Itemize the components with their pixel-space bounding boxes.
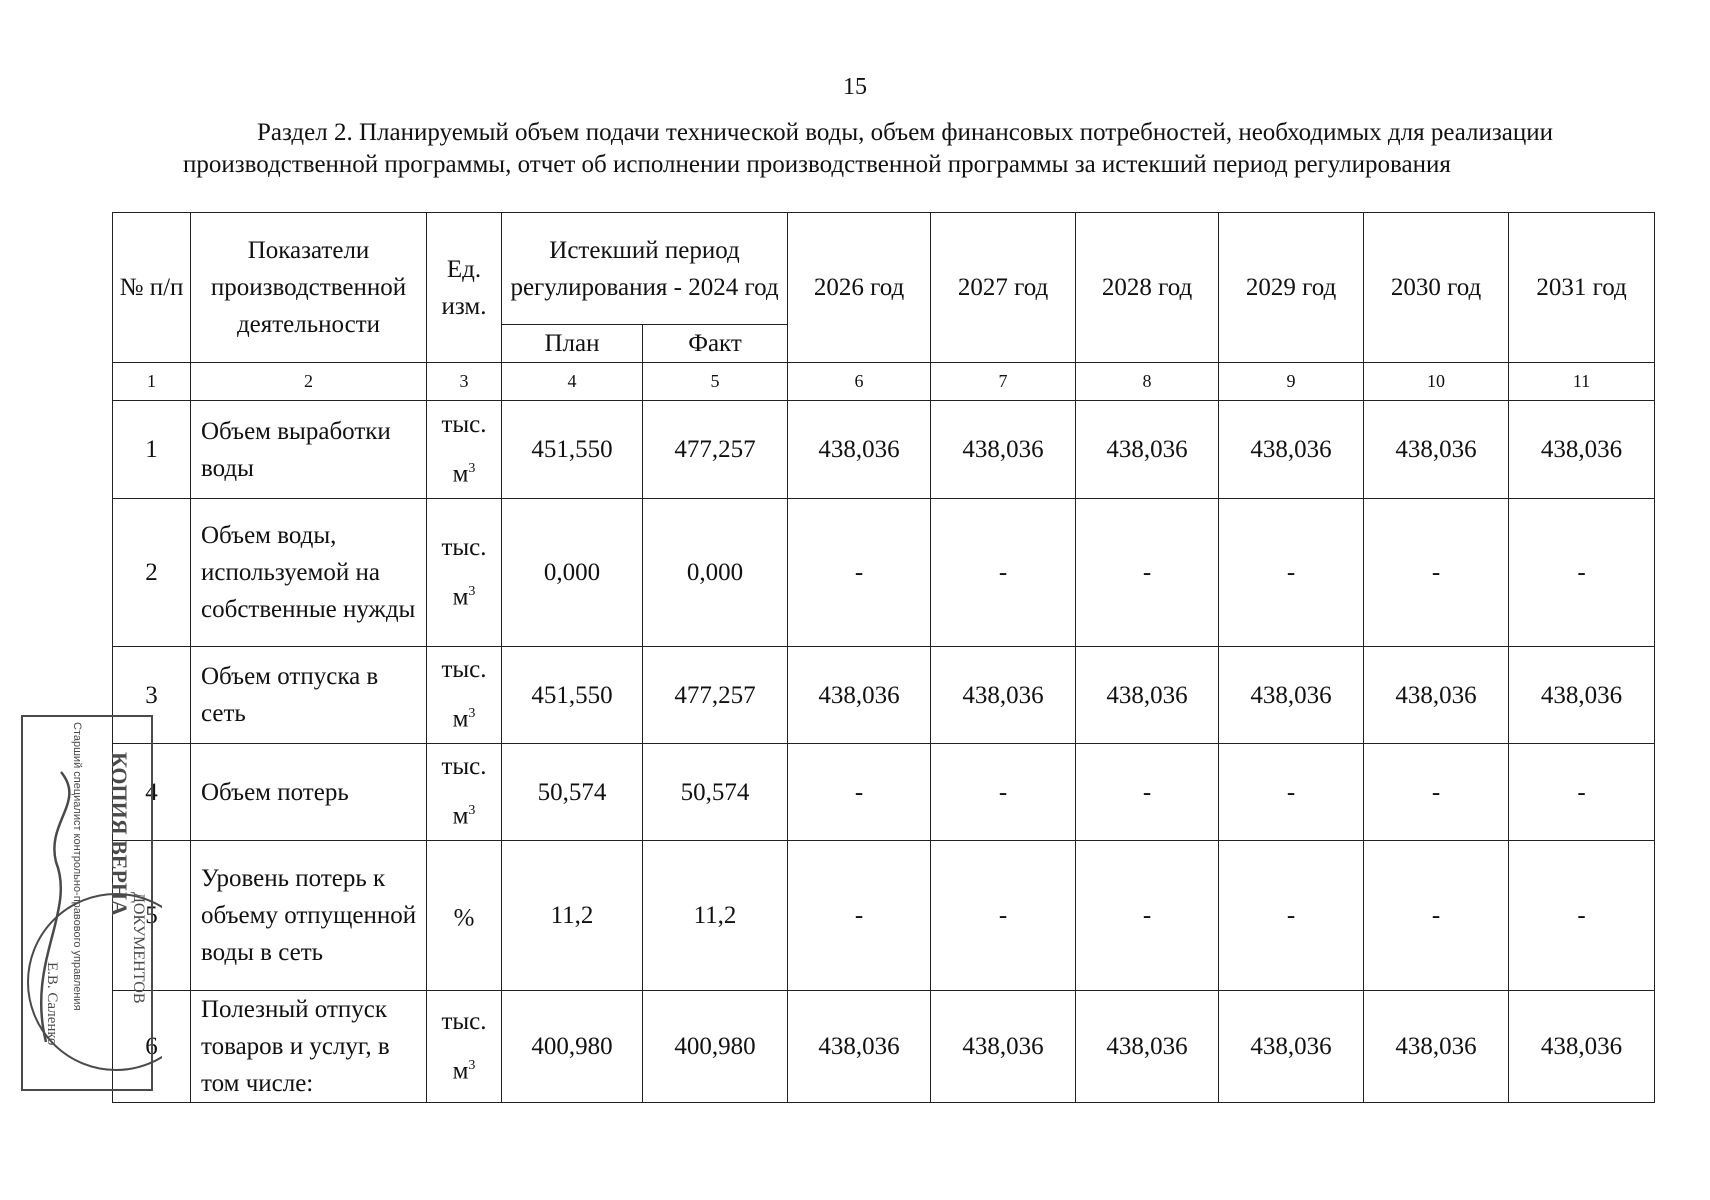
header-year: 2029 год xyxy=(1219,213,1364,363)
stamp-subtitle: ДОКУМЕНТОВ xyxy=(130,892,147,1004)
row-year-value: - xyxy=(788,499,931,647)
row-indicator: Объем потерь xyxy=(191,744,427,841)
column-number: 7 xyxy=(931,363,1076,401)
table-row xyxy=(113,499,1655,647)
section-title: Раздел 2. Планируемый объем подачи технической воды, объем финансовых потребностей, необходимых для реализации производственной программы, отчет об исполнении производственной программы за истекший период регулирования xyxy=(183,119,1553,178)
row-year-value: 438,036 xyxy=(1509,991,1655,1103)
row-year-value: - xyxy=(1219,744,1364,841)
row-year-value: - xyxy=(1219,841,1364,991)
row-year-value: 438,036 xyxy=(1076,401,1219,499)
header-num: № п/п xyxy=(113,213,191,363)
row-year-value: - xyxy=(1509,744,1655,841)
row-year-value: 438,036 xyxy=(1219,991,1364,1103)
row-year-value: 438,036 xyxy=(1364,647,1509,744)
row-number: 1 xyxy=(113,401,191,499)
table-row xyxy=(113,401,1655,499)
row-year-value: 438,036 xyxy=(1364,401,1509,499)
column-number: 10 xyxy=(1364,363,1509,401)
row-plan: 451,550 xyxy=(502,647,643,744)
column-number: 5 xyxy=(643,363,788,401)
row-number: 4 xyxy=(113,744,191,841)
unit-base: % xyxy=(453,904,475,932)
row-number: 2 xyxy=(113,499,191,647)
row-fact: 11,2 xyxy=(643,841,788,991)
header-fact: Факт xyxy=(643,325,788,363)
row-plan: 400,980 xyxy=(502,991,643,1103)
row-year-value: - xyxy=(788,841,931,991)
row-number: 3 xyxy=(113,647,191,744)
row-year-value: - xyxy=(931,841,1076,991)
stamp-position: Старший специалист контрольно-правового управления xyxy=(71,722,83,1011)
header-year: 2028 год xyxy=(1076,213,1219,363)
row-plan: 11,2 xyxy=(502,841,643,991)
row-year-value: 438,036 xyxy=(931,401,1076,499)
row-number: 5 xyxy=(113,841,191,991)
header-year: 2026 год xyxy=(788,213,931,363)
header-year: 2030 год xyxy=(1364,213,1509,363)
row-unit xyxy=(427,744,502,841)
row-indicator: Уровень потерь к объему отпущенной воды в сеть xyxy=(191,841,427,991)
row-plan: 50,574 xyxy=(502,744,643,841)
row-plan: 0,000 xyxy=(502,499,643,647)
table-row xyxy=(113,991,1655,1103)
row-indicator: Объем воды, используемой на собственные нужды xyxy=(191,499,427,647)
row-year-value: - xyxy=(1364,499,1509,647)
column-number: 4 xyxy=(502,363,643,401)
column-number: 3 xyxy=(427,363,502,401)
row-unit xyxy=(427,401,502,499)
row-fact: 477,257 xyxy=(643,647,788,744)
table-body xyxy=(113,401,1655,1103)
row-unit xyxy=(427,647,502,744)
row-indicator: Объем выработки воды xyxy=(191,401,427,499)
header-year: 2031 год xyxy=(1509,213,1655,363)
header-year: 2027 год xyxy=(931,213,1076,363)
unit-base: тыс. м xyxy=(441,410,487,488)
table-row xyxy=(113,647,1655,744)
row-unit xyxy=(427,991,502,1103)
unit-superscript: 3 xyxy=(468,583,476,599)
column-number: 6 xyxy=(788,363,931,401)
unit-superscript: 3 xyxy=(468,706,476,722)
row-indicator: Полезный отпуск товаров и услуг, в том числе: xyxy=(191,991,427,1103)
row-year-value: - xyxy=(1076,744,1219,841)
row-year-value: 438,036 xyxy=(1509,647,1655,744)
row-year-value: 438,036 xyxy=(931,991,1076,1103)
header-past-period: Истекший период регулирования - 2024 год xyxy=(502,213,788,325)
row-year-value: 438,036 xyxy=(788,647,931,744)
header-unit: Ед. изм. xyxy=(427,213,502,363)
row-unit xyxy=(427,841,502,991)
row-fact: 477,257 xyxy=(643,401,788,499)
row-fact: 0,000 xyxy=(643,499,788,647)
header-plan: План xyxy=(502,325,643,363)
stamp-title: КОПИЯ ВЕРНА xyxy=(107,752,132,916)
row-year-value: - xyxy=(1364,744,1509,841)
row-year-value: 438,036 xyxy=(1364,991,1509,1103)
row-year-value: - xyxy=(1509,841,1655,991)
unit-base: тыс. м xyxy=(441,656,487,733)
unit-base: тыс. м xyxy=(441,1007,487,1085)
row-year-value: 438,036 xyxy=(1509,401,1655,499)
row-year-value: - xyxy=(1219,499,1364,647)
row-year-value: - xyxy=(1076,499,1219,647)
header-indicator: Показатели производственной деятельности xyxy=(191,213,427,363)
row-unit xyxy=(427,499,502,647)
page-number: 15 xyxy=(843,74,867,100)
column-number: 8 xyxy=(1076,363,1219,401)
row-year-value: 438,036 xyxy=(1219,647,1364,744)
stamp-name: Е.В. Саленко xyxy=(44,962,60,1046)
row-year-value: - xyxy=(931,499,1076,647)
row-year-value: - xyxy=(1076,841,1219,991)
column-number: 11 xyxy=(1509,363,1655,401)
row-year-value: - xyxy=(1364,841,1509,991)
row-year-value: - xyxy=(931,744,1076,841)
row-fact: 400,980 xyxy=(643,991,788,1103)
row-year-value: 438,036 xyxy=(1076,991,1219,1103)
row-year-value: - xyxy=(788,744,931,841)
unit-superscript: 3 xyxy=(468,460,476,476)
row-number: 6 xyxy=(113,991,191,1103)
column-number: 9 xyxy=(1219,363,1364,401)
table-row xyxy=(113,744,1655,841)
unit-superscript: 3 xyxy=(468,803,476,819)
row-fact: 50,574 xyxy=(643,744,788,841)
column-number: 1 xyxy=(113,363,191,401)
row-year-value: 438,036 xyxy=(1076,647,1219,744)
table-header xyxy=(113,213,1655,401)
unit-base: тыс. м xyxy=(441,753,487,830)
production-program-table xyxy=(112,212,1655,1103)
unit-superscript: 3 xyxy=(468,1057,476,1073)
row-year-value: 438,036 xyxy=(1219,401,1364,499)
column-number: 2 xyxy=(191,363,427,401)
row-indicator: Объем отпуска в сеть xyxy=(191,647,427,744)
table-row xyxy=(113,841,1655,991)
row-year-value: 438,036 xyxy=(931,647,1076,744)
unit-base: тыс. м xyxy=(441,533,487,611)
column-number-row xyxy=(113,363,1655,401)
row-plan: 451,550 xyxy=(502,401,643,499)
row-year-value: - xyxy=(1509,499,1655,647)
row-year-value: 438,036 xyxy=(788,991,931,1103)
row-year-value: 438,036 xyxy=(788,401,931,499)
